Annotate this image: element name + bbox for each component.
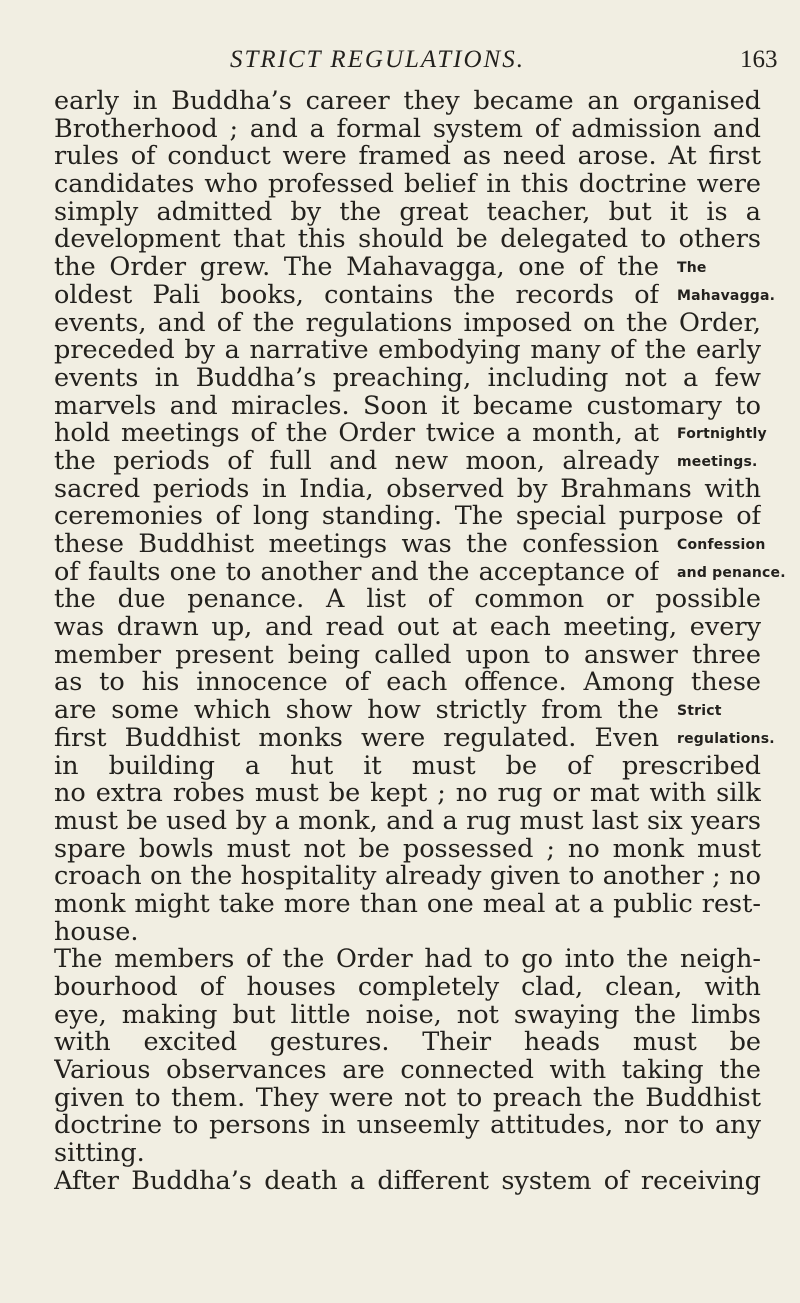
text-line: the periods of full and new moon, already meetings.	[54, 447, 758, 476]
text-line: sitting.	[54, 1138, 145, 1169]
text-line: with excited gestures. Their heads must be	[54, 1029, 761, 1058]
text-line: croach on the hospitality already given to another ; no	[54, 863, 761, 891]
text-line: marvels and miracles. Soon it became customary to	[54, 392, 761, 421]
text-line: the Order grew. The Mahavagga, one of the The	[54, 254, 707, 282]
margin-note: The	[677, 260, 707, 277]
running-title: STRICT REGULATIONS.	[230, 46, 525, 73]
text-line: events, and of the regulations imposed on the Order,	[54, 309, 761, 338]
text-line: development that this should be delegated to others	[54, 226, 761, 255]
text-line: doctrine to persons in unseemly attitudes, nor to any	[54, 1112, 761, 1141]
text-line: was drawn up, and read out at each meeting, every	[54, 614, 761, 642]
text-line: events in Buddha’s preaching, including not a few	[54, 364, 761, 393]
text-line: in building a hut it must be of prescribed	[54, 752, 761, 781]
text-line: of faults one to another and the acceptance of and penance.	[54, 558, 786, 587]
margin-note: Mahavagga.	[677, 287, 776, 304]
text-line: house.	[54, 916, 139, 947]
text-line: no extra robes must be kept ; no rug or mat with silk	[54, 780, 761, 808]
margin-note: Strict	[677, 703, 722, 720]
text-line: Various observances are connected with taking the	[54, 1057, 761, 1085]
margin-note: Confession	[677, 537, 766, 553]
text-line: member present being called upon to answer three	[54, 641, 761, 670]
text-line: The members of the Order had to go into the neigh-	[54, 946, 761, 974]
text-line: candidates who professed belief in this doctrine were	[54, 171, 761, 199]
text-line: early in Buddha’s career they became an organised	[54, 88, 761, 116]
text-line: oldest Pali books, contains the records of Mahavagga.	[54, 281, 776, 310]
body-text	[54, 88, 786, 1196]
text-line: hold meetings of the Order twice a month, at Fortnightly	[54, 420, 767, 448]
text-line: Brotherhood ; and a formal system of admission and	[54, 115, 761, 144]
text-line: are some which show how strictly from the Strict	[54, 697, 722, 725]
text-line: eye, making but little noise, not swaying the limbs	[54, 1001, 761, 1030]
margin-note: meetings.	[677, 453, 758, 470]
text-line: simply admitted by the great teacher, but it is a	[54, 198, 761, 227]
text-line: rules of conduct were framed as need arose. At first	[54, 143, 761, 172]
text-line: these Buddhist meetings was the confession Confession	[54, 531, 766, 559]
text-line: as to his innocence of each offence. Among these	[54, 669, 761, 698]
text-line: preceded by a narrative embodying many of the early	[54, 337, 761, 365]
text-line: monk might take more than one meal at a public rest-	[54, 890, 761, 919]
text-line: sacred periods in India, observed by Brahmans with	[54, 475, 761, 504]
margin-note: and penance.	[677, 564, 786, 581]
text-line: After Buddha’s death a different system of receiving	[54, 1167, 761, 1196]
text-line: bourhood of houses completely clad, clean, with	[54, 974, 761, 1002]
text-line: must be used by a monk, and a rug must last six years	[54, 807, 761, 836]
text-line: spare bowls must not be possessed ; no monk must	[54, 835, 761, 864]
text-line: ceremonies of long standing. The special purpose of	[54, 503, 761, 531]
margin-note: regulations.	[677, 730, 775, 747]
text-line: first Buddhist monks were regulated. Even regulations.	[54, 724, 775, 753]
running-head	[0, 46, 800, 86]
page-number: 163	[740, 46, 778, 73]
margin-note: Fortnightly	[677, 426, 767, 443]
text-line: given to them. They were not to preach the Buddhist	[54, 1084, 761, 1113]
text-line: the due penance. A list of common or possible	[54, 586, 761, 615]
